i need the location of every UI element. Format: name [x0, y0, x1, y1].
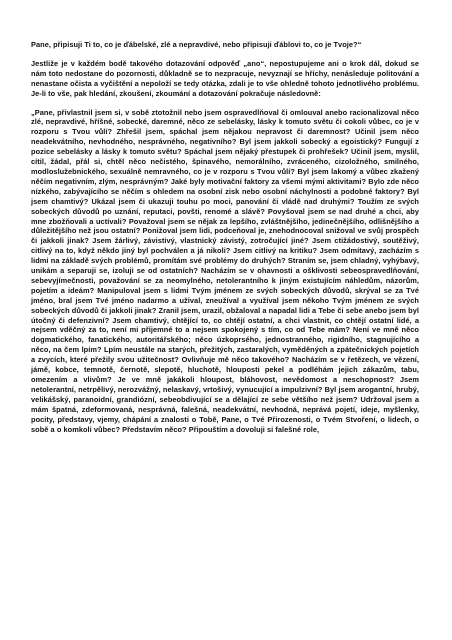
document-body — [31, 40, 419, 434]
paragraph-prayer-questions: „Pane, přivlastnil jsem si, v sobě ztotožnil nebo jsem ospravedlňoval či omlouval anebo racionalizoval něco zlé, nepravdivé, hříšné, sobecké, daremné, něco ze sebeláskу, lásky k tomuto světu či cokoli vůbec, co je v rozporu s Tvou vůlí? Zhřešil jsem, spáchal jsem nějakou nepravost či daremnost? Učinil jsem něco neadekvátního, nevhodného, nesprávného, negativního? Byl jsem jakkoli sobecký a egoistický? Fungují z pozice sebelásky a lásky k tomuto světu? Spáchal jsem nějaký přestupek či prohřešek? Učinil jsem, myslil, cítil, žádal, přál si, chtěl něco nečistého, špinavého, nemorálního, zvráceného, cizoložného, smilného, modloslužebnického, sexuálně nemravného, co je v rozporu s Tvou vůlí? Byl jsem lakomý a vůbec zkažený něčím negativním, zlým, nesprávným? Jaké byly motivační faktory za všemi mými aktivitami? Bylo zde něco nízkého, zabývajícího se něčím s ohledem na osobní zisk nebo osobní náchylnosti a podobné faktory? Byl jsem chamtivý? Ukázal jsem či ukazuji touhu po moci, panování či vládě nad druhými? Toužím ze svých sobeckých důvodů po uznání, reputaci, povšti, renomé a slávě? Povyšoval jsem se nad druhé a chci, aby mne zbožňovali a uctívali? Považoval jsem se nějak za lepšího, zvláštnějšího, jedinečnějšího, odlišnějšího a důležitějšího než jsou ostatní? Ponižoval jsem lidi, podceňoval je, znehodnocoval snižoval ve svůj prospěch či jakkoli jinak? Jsem žárlivý, závistivý, vlastnický závistý, zotročující jiné? Jsem ctižádostivý, soutěživý, citlivý na to, když někdo jiný byl pochválen a já nikoli? Jsem citlivý na kritiku? Jsem odmítavý, zacházím s lidmi na základě svých problémů, promítám své problémy do druhých? Straním se, jsem chladný, vyhýbavý, unikám a separuji se, izoluji se od ostatních? Nacházím se v ohavnosti a ošklivosti sebeospravedlňování, sebevyjímečnosti, považování se za neomylného, netolerantního k jiným existujícím náhledům, názorům, pojetím a ideám? Manipuloval jsem s lidmi Tvým jménem ze svých sobeckých důvodů, skrýval se za Tvé jméno, bral jsem Tvé jméno nadarmo a užíval, zneužíval a využíval jsem někoho Tvým jménem ze svých sobeckých důvodů či jakkoli jinak? Zranil jsem, urazil, obžaloval a napadal lidi a Tebe či sebe anebo jsem byl útočný či defenzivní? Jsem chamtivý, chtějící to, co chtějí ostatní, a chci vlastnit, co chtějí ostatní lidé, a nejsem vděčný za to, není mi příjemné to a nejsem spokojený s tím, co od Tebe mám? Není ve mně něco dogmatického, fanatického, autoritářského; něco úzkoprsého, jednostranného, rigidního, stagnujícího a něco, na čem lpím? Lpím neustále na starých, přežitých, zastaralých, vyměděných a zpátečnických pojetích a zvycích, které přežily svou užitečnost? Ovlivňuje mě něco takového? Nacházím se v řetězech, ve vězení, jámě, kobce, temnotě, černotě, slepotě, hluchotě, hlouposti pekel a podléhám jejich zákazům, tabu, omezením a vlivům? Je ve mně jakákoli hloupost, bláhovost, nevědomost a neschopnost? Jsem netolerantní, netrpělivý, nerozvážný, nelaskavý, vrtošivý, vynucující a impulzivní? Byl jsem arogantní, hrubý, velikášský, paranoidní, grandiózní, sebeobdivující se a dělající ze sebe většího než jsem? Udržoval jsem a mám špatná, zdeformovaná, nesprávná, falešná, neadekvátní, nevhodná, neprává pojetí, ideje, myšlenky, pocity, představy, vjemy, chápání a znalosti o Tobě, Pane, o Tvé Přirozenosti, o Tvém Stvoření, o lidech, o sobě a o komkoli vůbec? Představím něco? Připouštím a dovoluji si falešné role, — [31, 107, 419, 434]
paragraph-procedure: Jestliže je v každém bodě takového dotazování odpověď „ano“, nepostupujeme ani o krok dál, dokud se nám toto nedostane do pozornosti, důkladně se to nezpracuje, nevyznají se hříchy, nenásleduje politování a nenastane očista a vyčištění a nepoloží se tedy otázka, zdali je to vše ohledně tohoto jednotlivého problému. Je-li to vše, pak hledání, zkoušení, zkoumání a dotazování pokračuje následovně: — [31, 58, 419, 98]
paragraph-intro-question: Pane, připisuji Ti to, co je ďábelské, zlé a nepravdivé, nebo připisuji ďáblovi to, co je Tvoje?“ — [31, 40, 362, 49]
